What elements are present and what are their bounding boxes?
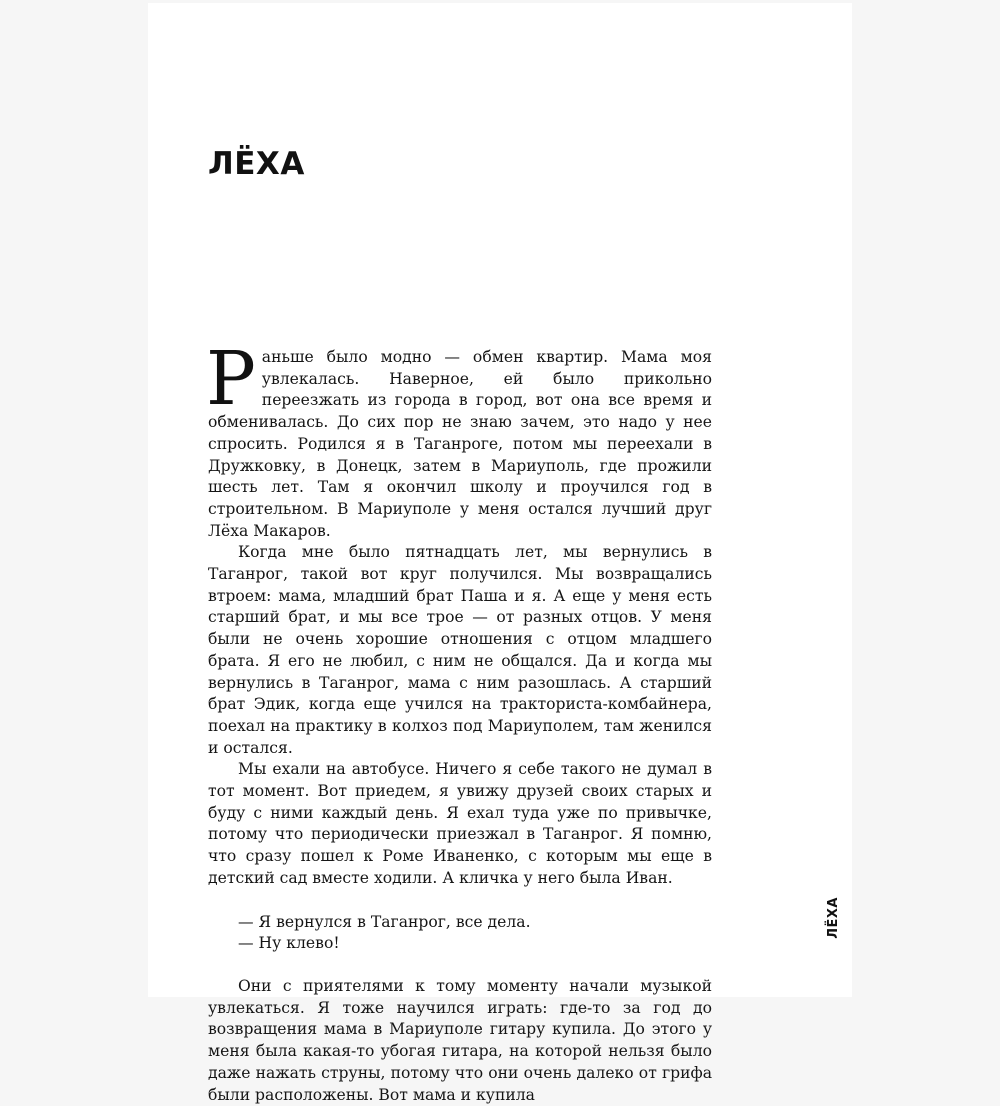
running-head — [824, 897, 842, 939]
paragraph-4: Они с приятелями к тому моменту начали музыкой увлекаться. Я тоже научился играть: где-то за год до возвращения мама в Мариуполе гитару купила. До этого у меня была какая-то убогая гитара, на которой нельзя было даже нажать струны, потому что они очень далеко от грифа были расположены. Вот мама и купила — [208, 976, 712, 1104]
paragraph-1-text: аньше было модно — обмен квартир. Мама моя увлекалась. Наверное, ей было прикольно переезжать из города в город, вот она все время и обменивалась. До сих пор не знаю зачем, это надо у нее спросить. Родился я в Таганроге, потом мы переехали в Дружковку, в Донецк, затем в Мариуполь, где прожили шесть лет. Там я окончил школу и проучился год в строительном. В Мариуполе у меня остался лучший друг Лёха Макаров. — [208, 348, 712, 540]
dialogue-line-2: — Ну клево! — [238, 934, 340, 953]
paragraph-3: Мы ехали на автобусе. Ничего я себе такого не думал в тот момент. Вот приедем, я увижу друзей своих старых и буду с ними каждый день. Я ехал туда уже по привычке, потому что периодически приезжал в Таганрог. Я помню, что сразу пошел к Роме Иваненко, с которым мы еще в детский сад вместе ходили. А кличка у него была Иван. — [208, 760, 712, 887]
dialogue-line-1: — Я вернулся в Таганрог, все дела. — [238, 912, 531, 931]
drop-cap: Р — [206, 336, 256, 422]
book-page — [148, 3, 852, 1104]
dialogue-block — [208, 912, 712, 955]
chapter-title: ЛЁХА — [208, 146, 305, 182]
paragraph-1 — [206, 336, 712, 542]
chapter-body — [206, 336, 712, 1106]
paragraph-2: Когда мне было пятнадцать лет, мы вернулись в Таганрог, такой вот круг получился. Мы возвращались втроем: мама, младший брат Паша и я. А еще у меня есть старший брат, и мы все трое — от разных отцов. У меня были не очень хорошие отношения с отцом младшего брата. Я его не любил, с ним не общался. Да и когда мы вернулись в Таганрог, мама с ним разошлась. А старший брат Эдик, когда еще учился на тракториста-комбайнера, поехал на практику в колхоз под Мариуполем, там женился и остался. — [208, 543, 712, 757]
running-head-label: ЛЁХА — [826, 897, 841, 939]
